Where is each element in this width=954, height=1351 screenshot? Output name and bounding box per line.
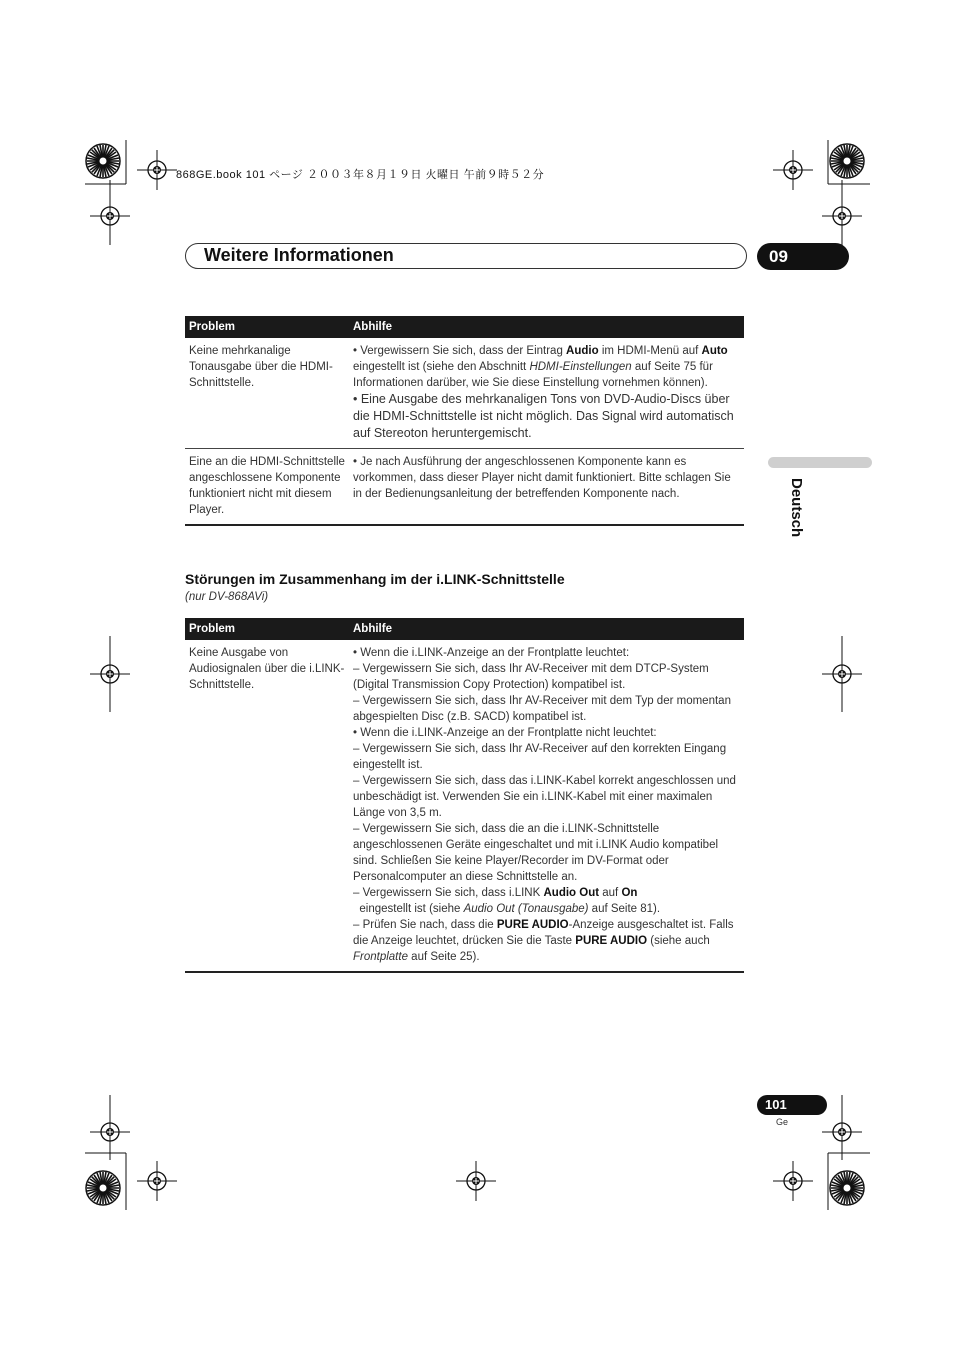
remedy-paragraph: – Vergewissern Sie sich, dass Ihr AV-Receiver mit dem Typ der momentan abgespielten Disc (z.B. SACD) kompatibel ist. bbox=[353, 695, 731, 723]
language-tab-bar bbox=[768, 457, 872, 468]
remedy-paragraph: – Vergewissern Sie sich, dass Ihr AV-Receiver auf den korrekten Eingang eingestellt ist. bbox=[353, 743, 727, 771]
header-problem: Problem bbox=[185, 618, 349, 640]
problem-cell: Keine mehrkanalige Tonausgabe über die HDMI-Schnittstelle. bbox=[185, 338, 349, 449]
remedy-cell bbox=[349, 640, 744, 972]
remedy-paragraph: – Vergewissern Sie sich, dass i.LINK Audio Out auf On eingestellt ist (siehe Audio Out (Tonausgabe) auf Seite 81). bbox=[353, 887, 661, 915]
table-row bbox=[185, 338, 744, 449]
header-remedy: Abhilfe bbox=[349, 618, 744, 640]
table-row bbox=[185, 640, 744, 972]
remedy-paragraph: • Je nach Ausführung der angeschlossenen Komponente kann es vorkommen, dass dieser Player nicht damit funktioniert. Bitte schlagen Sie in der Bedienungsanleitung der betreffenden Komponente nach. bbox=[353, 456, 731, 500]
header-problem: Problem bbox=[185, 316, 349, 338]
header-remedy: Abhilfe bbox=[349, 316, 744, 338]
remedy-paragraph: – Vergewissern Sie sich, dass die an die i.LINK-Schnittstelle angeschlossenen Geräte eingeschaltet und mit i.LINK Audio kompatibel sind. Schließen Sie keine Player/Recorder im DV-Format oder Personalcomputer an diese Schnittstelle an. bbox=[353, 823, 719, 883]
remedy-paragraph: – Vergewissern Sie sich, dass Ihr AV-Receiver mit dem DTCP-System (Digital Transmission Copy Protection) kompatibel ist. bbox=[353, 663, 709, 691]
print-header: 868GE.book 101 ページ ２００３年８月１９日 火曜日 午前９時５２分 bbox=[176, 169, 545, 181]
subsection-note: (nur DV-868AVi) bbox=[185, 591, 269, 603]
remedy-paragraph: – Prüfen Sie nach, dass die PURE AUDIO-Anzeige ausgeschaltet ist. Falls die Anzeige leuchtet, drücken Sie die Taste PURE AUDIO (siehe auch Frontplatte auf Seite 25). bbox=[353, 919, 734, 963]
table-header-row bbox=[185, 618, 744, 640]
problem-cell: Keine Ausgabe von Audiosignalen über die i.LINK-Schnittstelle. bbox=[189, 647, 345, 691]
remedy-paragraph: – Vergewissern Sie sich, dass das i.LINK-Kabel korrekt angeschlossen und unbeschädigt ist. Verwenden Sie ein i.LINK-Kabel mit einer maximalen Länge von 3,5 m. bbox=[353, 775, 736, 819]
remedy-cell bbox=[349, 338, 744, 449]
page-number: 101 bbox=[757, 1095, 827, 1115]
remedy-paragraph: • Wenn die i.LINK-Anzeige an der Frontplatte nicht leuchtet: bbox=[353, 727, 657, 739]
subsection-heading: Störungen im Zusammenhang im der i.LINK-Schnittstelle bbox=[185, 571, 565, 587]
table-header-row bbox=[185, 316, 744, 338]
remedy-cell bbox=[349, 449, 744, 526]
chapter-number: 09 bbox=[757, 243, 849, 270]
troubleshooting-table-hdmi bbox=[185, 316, 744, 526]
troubleshooting-table-ilink bbox=[185, 618, 744, 973]
language-tab-label: Deutsch bbox=[788, 478, 805, 538]
remedy-paragraph: • Eine Ausgabe des mehrkanaligen Tons von DVD-Audio-Discs über die HDMI-Schnittstelle ist nicht möglich. Das Signal wird automatisch auf Stereoton heruntergemischt. bbox=[353, 392, 734, 440]
remedy-paragraph: • Wenn die i.LINK-Anzeige an der Frontplatte leuchtet: bbox=[353, 647, 630, 659]
section-title: Weitere Informationen bbox=[204, 245, 394, 265]
problem-cell: Eine an die HDMI-Schnittstelle angeschlossene Komponente funktioniert nicht mit diesem Player. bbox=[189, 456, 345, 516]
table-row bbox=[185, 449, 744, 526]
remedy-paragraph: • Vergewissern Sie sich, dass der Eintrag Audio im HDMI-Menü auf Auto eingestellt ist (siehe den Abschnitt HDMI-Einstellungen auf Seite 75 für Informationen darüber, wie Sie diese Einstellung vornehmen können). bbox=[353, 345, 728, 389]
page-language-code: Ge bbox=[776, 1117, 789, 1127]
